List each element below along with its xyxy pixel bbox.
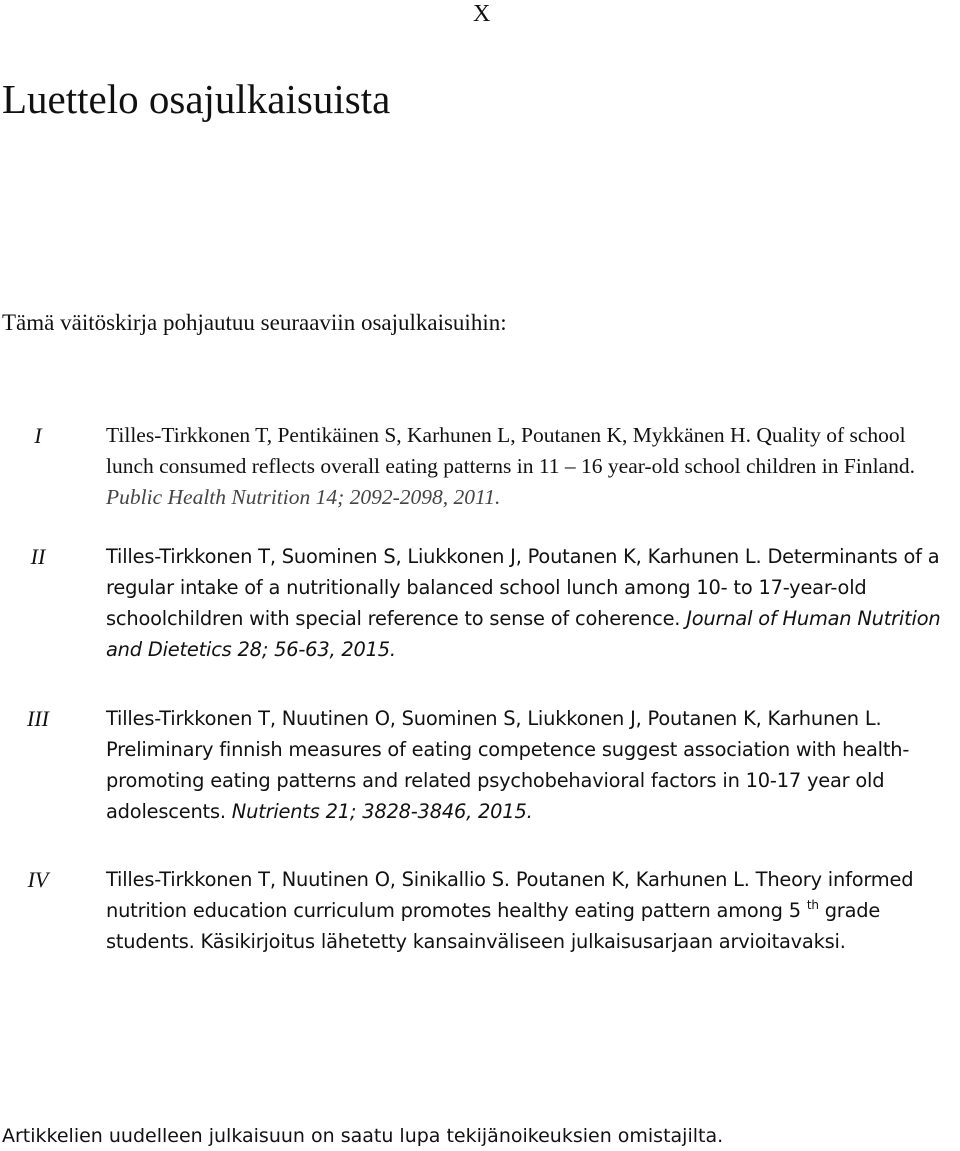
publication-reference: Tilles-Tirkkonen T, Suominen S, Liukkonen J, Poutanen K, Karhunen L. Determinants of a regular intake of a nutritionally balanced school lunch among 10- to 17-year-old schoolchildren with special reference to sense of coherence. <box>106 545 940 630</box>
publication-citation <box>106 864 960 957</box>
footer-note: Artikkelien uudelleen julkaisuun on saatu lupa tekijänoikeuksien omistajilta. <box>2 1125 724 1147</box>
publication-citation <box>106 703 960 827</box>
intro-text: Tämä väitöskirja pohjautuu seuraaviin osajulkaisuihin: <box>2 310 507 335</box>
page-title: Luettelo osajulkaisuista <box>2 76 391 122</box>
publication-numeral: III <box>27 706 49 731</box>
publication-numeral: I <box>34 423 42 448</box>
publication-reference: Tilles-Tirkkonen T, Nuutinen O, Suominen S, Liukkonen J, Poutanen K, Karhunen L. Preliminary finnish measures of eating competence suggest association with health-promoting eating patterns and related psychobehavioral factors in 10-17 year old adolescents. <box>106 707 910 823</box>
publication-journal: Public Health Nutrition 14; 2092-2098, 2011. <box>106 485 501 509</box>
publication-reference: Tilles-Tirkkonen T, Nuutinen O, Sinikallio S. Poutanen K, Karhunen L. Theory informed nutrition education curriculum promotes healthy eating pattern among 5 <box>106 868 914 922</box>
publication-journal: Journal of Human Nutrition and Dietetics 28; 56-63, 2015. <box>106 607 941 661</box>
ordinal-superscript: th <box>806 898 819 912</box>
page-number: X <box>473 1 491 27</box>
publication-reference: Tilles-Tirkkonen T, Pentikäinen S, Karhunen L, Poutanen K, Mykkänen H. Quality of school lunch consumed reflects overall eating patterns in 11 – 16 year-old school children in Finland. <box>106 423 915 478</box>
publication-numeral: IV <box>27 867 49 892</box>
publication-reference-continued: grade students. Käsikirjoitus lähetetty kansainväliseen julkaisusarjaan arvioitavaksi. <box>106 899 881 953</box>
publication-numeral: II <box>30 544 46 569</box>
publication-citation <box>106 541 960 665</box>
publication-journal: Nutrients 21; 3828-3846, 2015. <box>231 800 533 823</box>
publication-citation <box>106 420 956 513</box>
